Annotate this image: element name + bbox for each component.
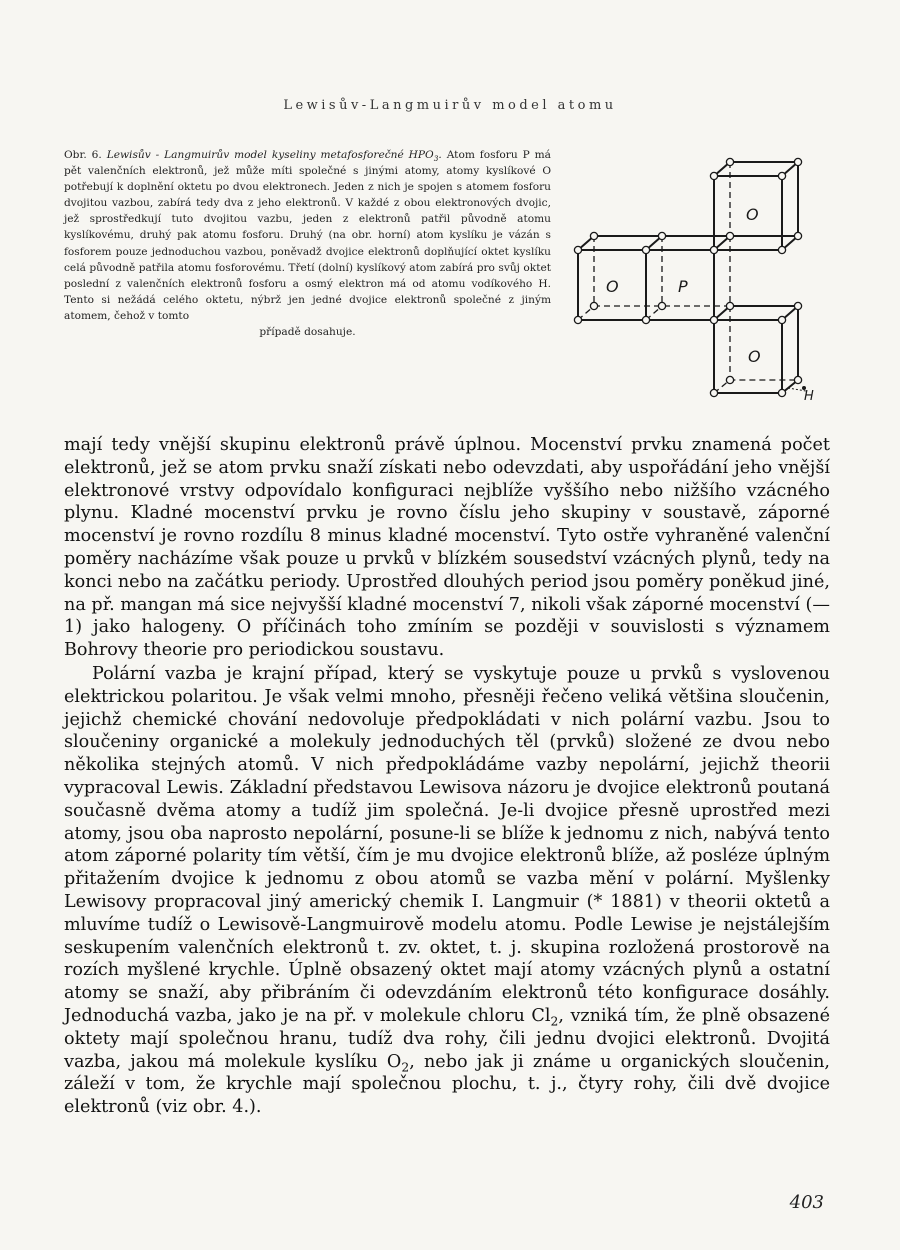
octet-cube-diagram xyxy=(566,148,836,418)
caption-title-text: Lewisův - Langmuirův model kyseliny metafosforečné HPO xyxy=(106,149,434,161)
figure-caption xyxy=(64,147,551,340)
paragraph-2 xyxy=(64,663,830,1119)
label-o-bottom: O xyxy=(748,347,761,366)
caption-label: Obr. 6. xyxy=(64,149,102,161)
caption-title-end: . xyxy=(438,149,442,161)
chlorine-subscript: 2 xyxy=(550,1014,559,1029)
caption-text: Atom fosforu P má pět valenčních elektronů, jež může míti společné s jinými atomy, atomy kyslíkové O potřebují k doplnění oktetu po dvou elektronech. Jeden z nich je spojen s atomem fosforu dvojitou vazbou, zabírá tedy dva z jeho elektronů. V každé z obou elektronových dvojic, jež sprostředkují tuto dvojitou vazbu, jeden z elektronů patřil původně atomu kyslíkovému, druhý pak atomu fosforu. Druhý (na obr. horní) atom kyslíku je vázán s fosforem pouze jednoduchou vazbou, poněvadž dvojice elektronů doplňující oktet kyslíku celá původně patřila atomu fosforovému. Třetí (dolní) kyslíkový atom zabírá pro svůj oktet poslední z valenčních elektronů fosforu a osmý elektron má od atomu vodíkového H. Tento si nežádá celého oktetu, nýbrž jen jedné dvojice elektronů společné z jiným atomem, čehož v tomto xyxy=(64,149,552,322)
label-o-left: O xyxy=(606,277,619,296)
caption-text-last: případě dosahuje. xyxy=(259,326,356,339)
oxygen-subscript: 2 xyxy=(401,1060,410,1075)
paragraph-2-part-b: , vzniká tím, že plně obsazené oktety mají společnou hranu, tudíž dva rohy, čili jednu dvojici elektronů. Dvojitá vazba, jakou má molekule kyslíku O xyxy=(64,1005,830,1072)
running-head: Lewisův-Langmuirův model atomu xyxy=(283,98,617,113)
caption-title-subscript: 3 xyxy=(433,154,439,164)
label-o-top: O xyxy=(746,205,759,224)
label-h: H xyxy=(804,389,814,404)
caption-title xyxy=(106,149,442,164)
paragraph-2-part-c: , nebo jak ji známe u organických sloučenin, záleží v tom, že krychle mají společnou plochu, t. j., čtyry rohy, čili dvě dvojice elektronů (viz obr. 4.). xyxy=(64,1051,830,1118)
paragraph-1: mají tedy vnější skupinu elektronů právě úplnou. Mocenství prvku znamená počet elektronů, jež se atom prvku snaží získati nebo odevzdati, aby uspořádání jeho vnější elektronové vrstvy odpovídalo konfiguraci nejblíže vyššího nebo nižšího vzácného plynu. Kladné mocenství prvku je rovno číslu jeho skupiny v soustavě, záporné mocenství je rovno rozdílu 8 minus kladné mocenství. Tyto ostře vyhraněné valenční poměry nacházíme však pouze u prvků v blízkém sousedství vzácných plynů, tedy na konci nebo na začátku periody. Uprostřed dlouhých period jsou poměry poněkud jiné, na př. mangan má sice nejvyšší kladné mocenství 7, nikoli však záporné mocenství (—1) jako halogeny. O příčinách toho zmíním se později v souvislosti s významem Bohrovy theorie pro periodickou soustavu. xyxy=(64,435,830,661)
paragraph-2-part-a: Polární vazba je krajní případ, který se vyskytuje pouze u prvků s vyslovenou elektrickou polaritou. Je však velmi mnoho, přesněji řečeno veliká většina sloučenin, jejichž chemické chování nedovoluje předpokládati v nich polární vazbu. Jsou to sloučeniny organické a molekuly jednoduchých těl (prvků) složené ze dvou nebo několika stejných atomů. V nich předpokládáme vazby nepolární, jejichž theorii vypracoval Lewis. Základní představou Lewisova názoru je dvojice elektronů poutaná současně dvěma atomy a tudíž jim společná. Je-li dvojice přesně uprostřed mezi atomy, jsou oba naprosto nepolární, posune-li se blíže k jednomu z nich, nabývá tento atom záporné polarity tím větší, čím je mu dvojice elektronů blíže, až posléze úplným přitažením dvojice k jednomu z obou atomů se vazba mění v polární. Myšlenky Lewisovy propracoval jiný americký chemik I. Langmuir (* 1881) v theorii oktetů a mluvíme tudíž o Lewisově-Langmuirově modelu atomu. Podle Lewise je nejstálejším seskupením valenčních elektronů t. zv. oktet, t. j. skupina rozložená prostorově na rozích myšlené krychle. Úplně obsazený oktet mají atomy vzácných plynů a ostatní atomy se snaží, aby přibráním či odevzdáním elektronů této konfigurace dosáhly. Jednoduchá vazba, jako je na př. v molekule chloru Cl xyxy=(64,663,830,1026)
page-number: 403 xyxy=(789,1192,824,1213)
body-text xyxy=(64,434,830,1119)
label-p: P xyxy=(678,277,688,296)
